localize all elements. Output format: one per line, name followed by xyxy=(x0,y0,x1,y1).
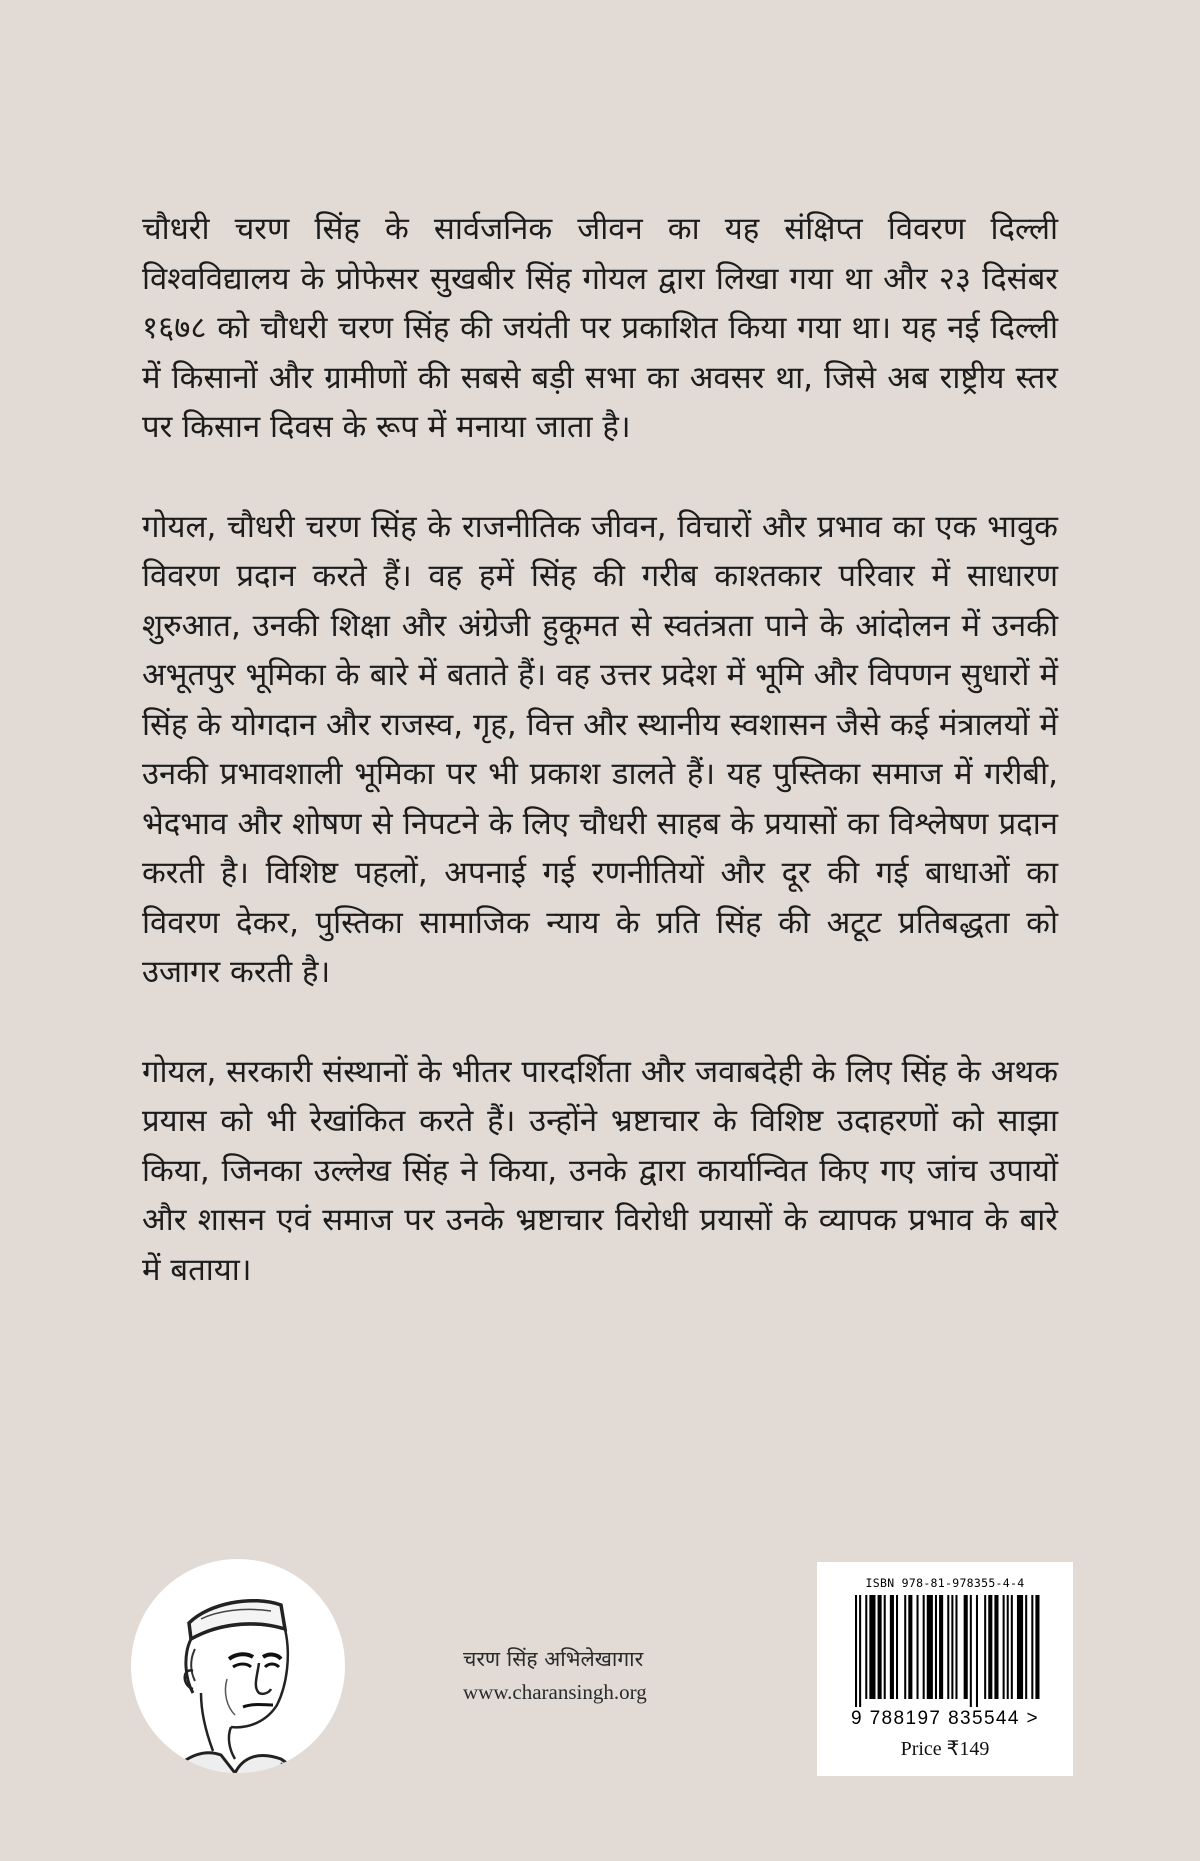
barcode-digits: 9 788197 835544 > xyxy=(850,1708,1040,1729)
paragraph-transparency: गोयल, सरकारी संस्थानों के भीतर पारदर्शिता और जवाबदेही के लिए सिंह के अथक प्रयास को भी रेखांकित करते हैं। उन्होंने भ्रष्टाचार के विशिष्ट उदाहरणों को साझा किया, जिनका उल्लेख सिंह ने किया, उनके द्वारा कार्यान्वित किए गए जांच उपायों और शासन एवं समाज पर उनके भ्रष्टाचार विरोधी प्रयासों के व्यापक प्रभाव के बारे में बताया। xyxy=(142,1053,1058,1288)
paragraph-political-life: गोयल, चौधरी चरण सिंह के राजनीतिक जीवन, विचारों और प्रभाव का एक भावुक विवरण प्रदान करते हैं। वह हमें सिंह की गरीब काश्तकार परिवार में साधारण शुरुआत, उनकी शिक्षा और अंग्रेजी हुकूमत से स्वतंत्रता पाने के आंदोलन में उनकी अभूतपुर भूमिका के बारे में बताते हैं। वह उत्तर प्रदेश में भूमि और विपणन सुधारों में सिंह के योगदान और राजस्व, गृह, वित्त और स्थानीय स्वशासन जैसे कई मंत्रालयों में उनकी प्रभावशाली भूमिका पर भी प्रकाश डालते हैं। यह पुस्तिका समाज में गरीबी, भेदभाव और शोषण से निपटने के लिए चौधरी साहब के प्रयासों का विश्लेषण प्रदान करती है। विशिष्ट पहलों, अपनाई गई रणनीतियों और दूर की गई बाधाओं का विवरण देकर, पुस्तिका सामाजिक न्याय के प्रति सिंह की अटूट प्रतिबद्धता को उजागर करती है। xyxy=(142,508,1059,990)
paragraph-intro: चौधरी चरण सिंह के सार्वजनिक जीवन का यह संक्षिप्त विवरण दिल्ली विश्वविद्यालय के प्रोफेसर सुखबीर सिंह गोयल द्वारा लिखा गया था और २३ दिसंबर १६७८ को चौधरी चरण सिंह की जयंती पर प्रकाशित किया गया था। यह नई दिल्ली में किसानों और ग्रामीणों की सबसे बड़ी सभा का अवसर था, जिसे अब राष्ट्रीय स्तर पर किसान दिवस के रूप में मनाया जाता है। xyxy=(142,211,1058,445)
barcode-icon xyxy=(817,1595,1073,1707)
isbn-label: ISBN 978-81-978355-4-4 xyxy=(865,1576,1025,1590)
publisher-name: चरण सिंह अभिलेखागार xyxy=(463,1647,644,1671)
publisher-url: www.charansingh.org xyxy=(463,1680,647,1704)
back-cover-text xyxy=(142,205,1058,1345)
price-label: Price ₹149 xyxy=(900,1738,990,1760)
portrait-sketch-icon xyxy=(131,1559,345,1773)
barcode-panel xyxy=(817,1562,1073,1776)
publisher-info xyxy=(463,1642,703,1708)
